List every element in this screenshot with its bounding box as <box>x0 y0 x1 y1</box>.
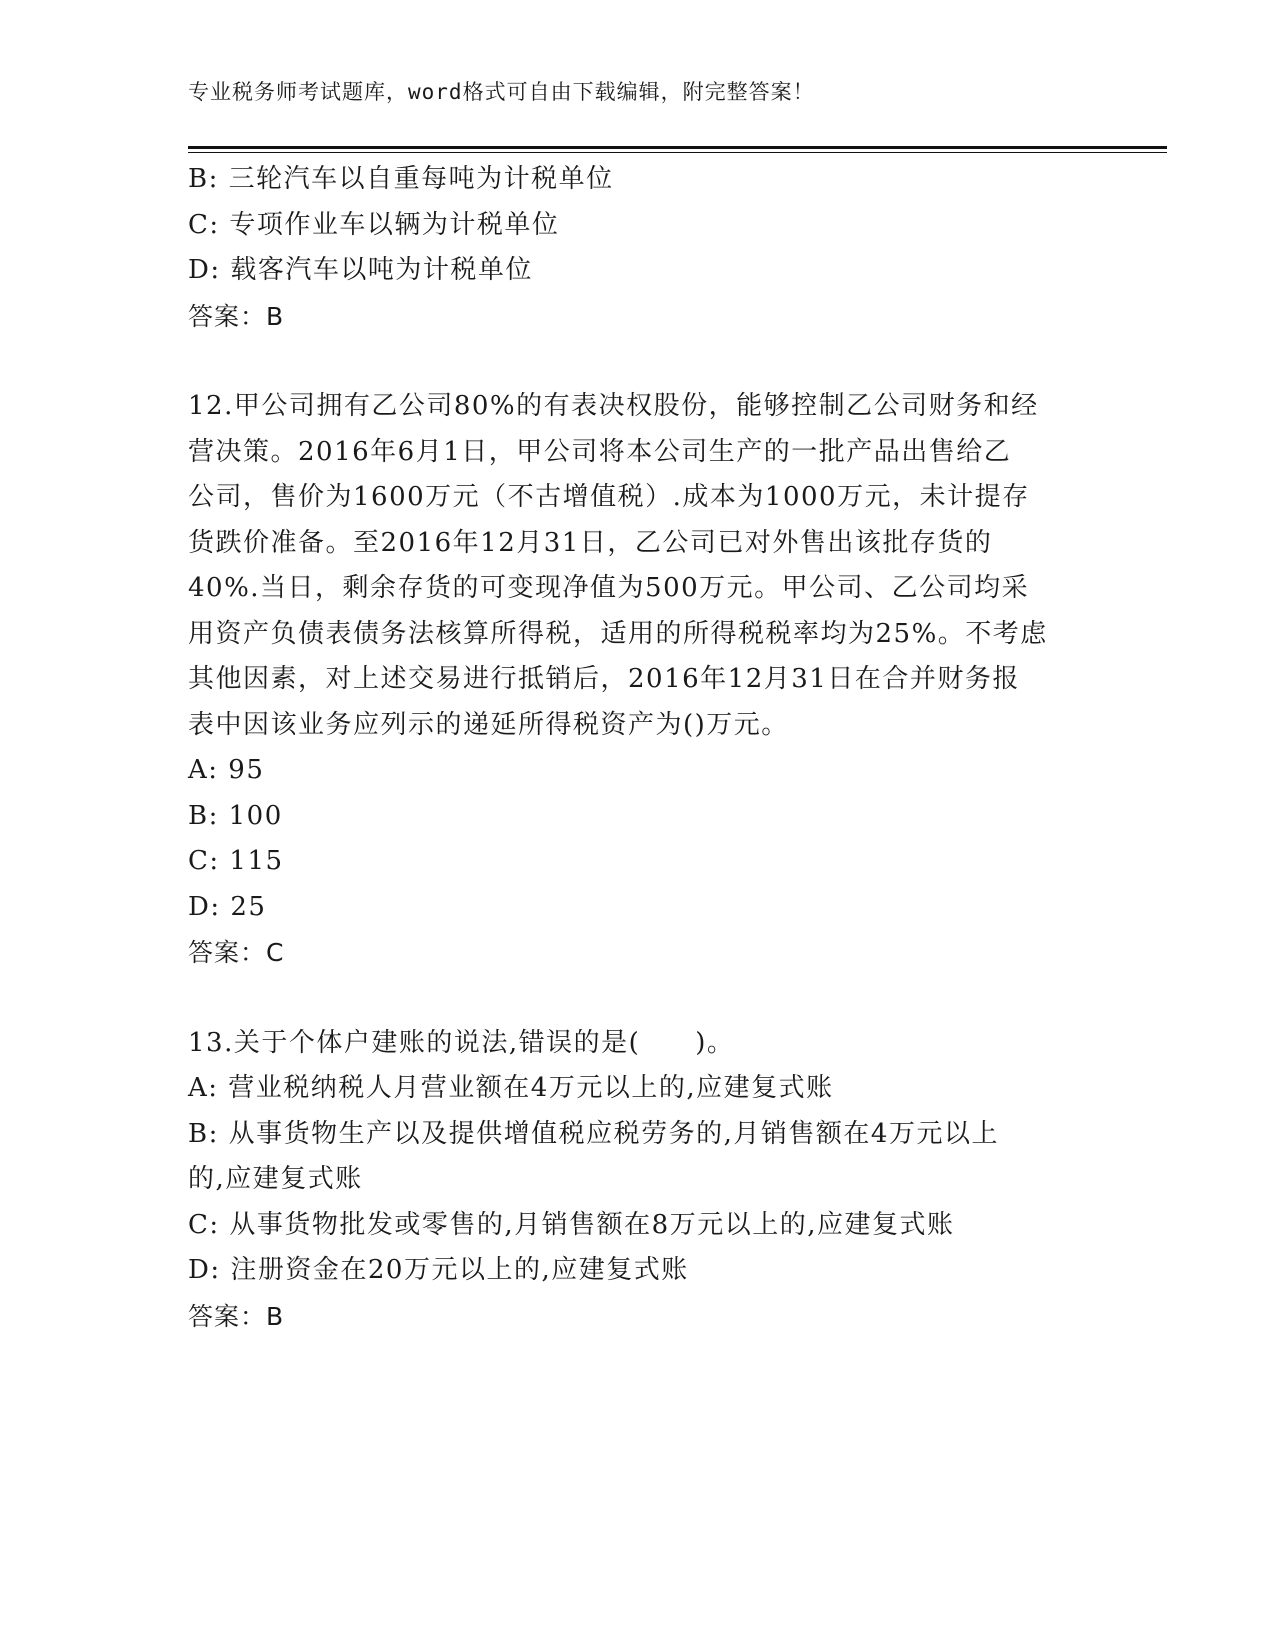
question-stem-line: 表中因该业务应列示的递延所得税资产为()万元。 <box>188 709 789 740</box>
option-b-continued: 的,应建复式账 <box>188 1164 363 1194</box>
spacer <box>188 339 1088 384</box>
question-stem-line: 货跌价准备。至2016年12月31日，乙公司已对外售出该批存货的 <box>188 527 993 558</box>
question-stem-line: 公司，售价为1600万元（不古增值税）.成本为1000万元，未计提存 <box>188 482 1030 512</box>
question-stem-line: 12.甲公司拥有乙公司80%的有表决权股份，能够控制乙公司财务和经 <box>188 391 1039 421</box>
document-body <box>188 157 1088 1339</box>
option-b: B: 100 <box>188 800 283 831</box>
question-12 <box>188 384 1088 976</box>
question-stem-line: 营决策。2016年6月1日，甲公司将本公司生产的一批产品出售给乙 <box>188 436 1012 467</box>
option-d: D: 25 <box>188 891 267 922</box>
option-b: B: 从事货物生产以及提供增值税应税劳务的,月销售额在4万元以上 <box>188 1118 999 1149</box>
question-stem-line: 用资产负债表债务法核算所得税，适用的所得税税率均为25%。不考虑 <box>188 618 1048 649</box>
spacer <box>188 976 1088 1021</box>
option-a: A: 营业税纳税人月营业额在4万元以上的,应建复式账 <box>188 1073 834 1103</box>
option-d: D: 注册资金在20万元以上的,应建复式账 <box>188 1255 689 1285</box>
option-c: C: 115 <box>188 846 284 876</box>
header-text: 专业税务师考试题库，word格式可自由下载编辑，附完整答案！ <box>188 80 815 104</box>
option-d: D: 载客汽车以吨为计税单位 <box>188 255 533 285</box>
answer: 答案：B <box>188 301 285 331</box>
option-a: A: 95 <box>188 755 265 785</box>
question-11-tail <box>188 157 1088 339</box>
question-stem: 13.关于个体户建账的说法,错误的是( )。 <box>188 1027 735 1058</box>
option-c: C: 专项作业车以辆为计税单位 <box>188 209 560 240</box>
header-rule-thin <box>188 152 1167 153</box>
option-c: C: 从事货物批发或零售的,月销售额在8万元以上的,应建复式账 <box>188 1209 955 1240</box>
question-13 <box>188 1021 1088 1340</box>
header-rule-thick <box>188 146 1167 149</box>
option-b: B: 三轮汽车以自重每吨为计税单位 <box>188 164 614 194</box>
answer: 答案：C <box>188 938 285 967</box>
question-stem-line: 其他因素，对上述交易进行抵销后，2016年12月31日在合并财务报 <box>188 664 1020 694</box>
answer: 答案：B <box>188 1301 285 1331</box>
question-stem-line: 40%.当日，剩余存货的可变现净值为500万元。甲公司、乙公司均采 <box>188 573 1030 603</box>
